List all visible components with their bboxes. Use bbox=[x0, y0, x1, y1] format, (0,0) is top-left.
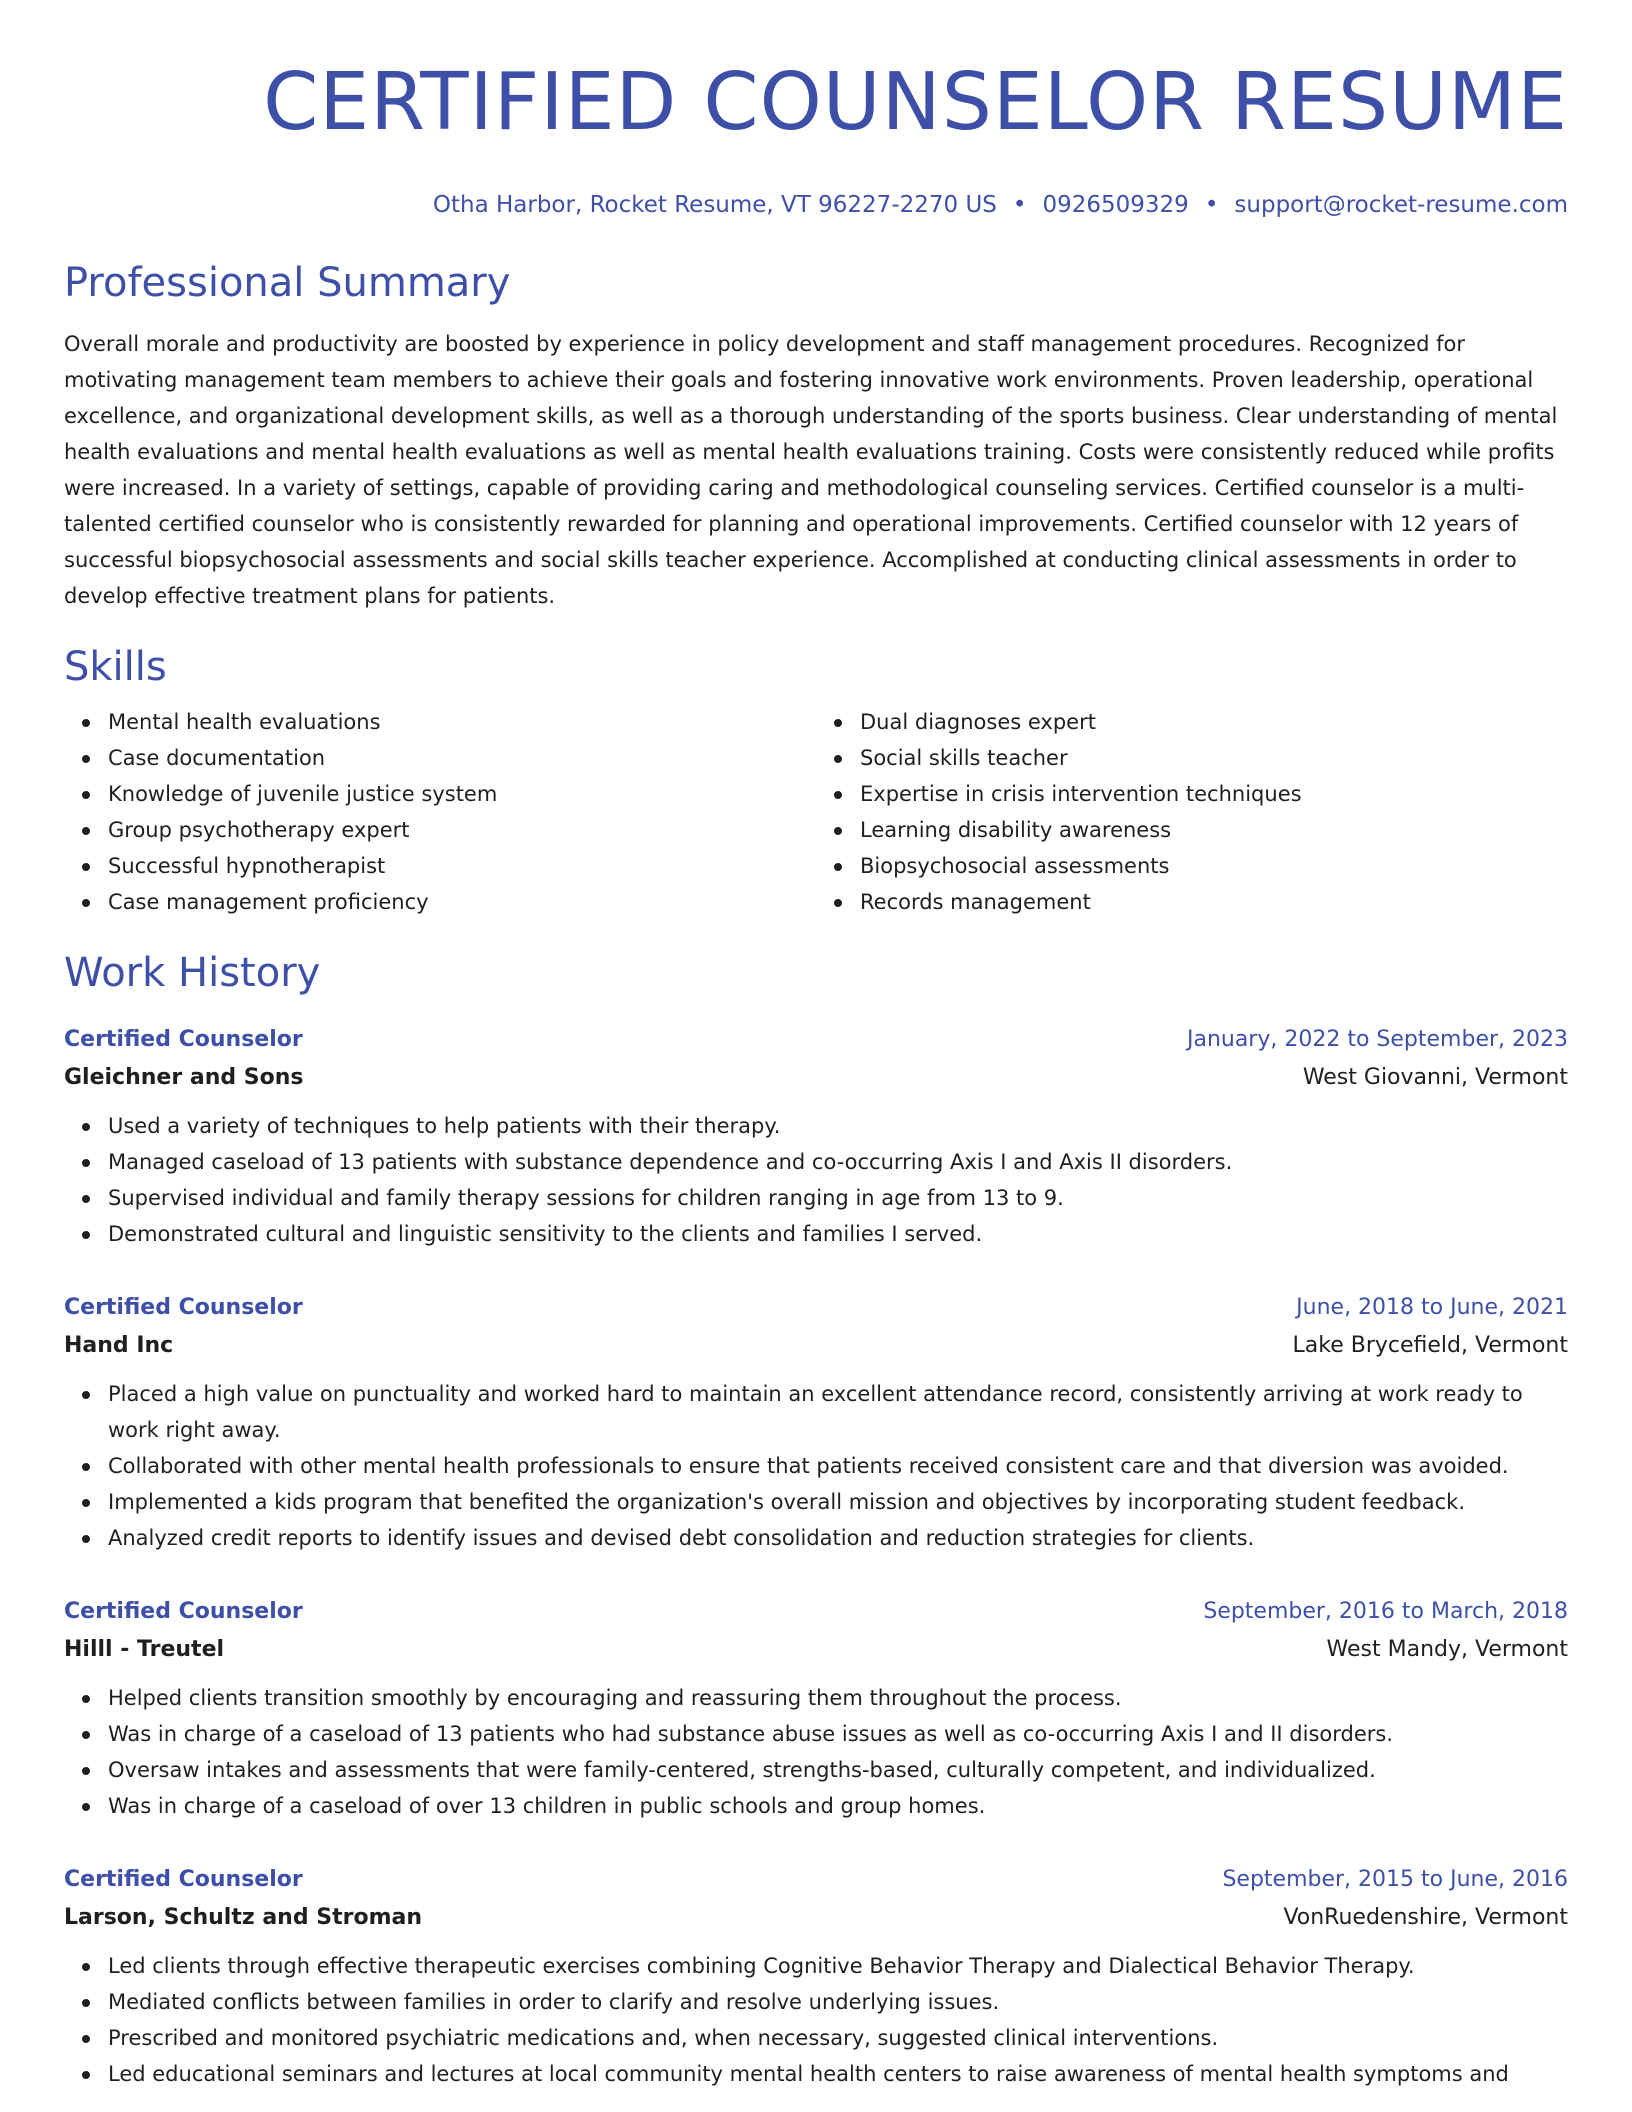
skill-item: Mental health evaluations bbox=[108, 704, 816, 740]
job-location: Lake Brycefield, Vermont bbox=[1292, 1333, 1568, 1358]
job-dates: September, 2015 to June, 2016 bbox=[1222, 1867, 1568, 1892]
job-location: West Mandy, Vermont bbox=[1326, 1637, 1568, 1662]
job-duty: Supervised individual and family therapy sessions for children ranging in age from 13 to 9. bbox=[108, 1180, 1568, 1216]
skill-item: Group psychotherapy expert bbox=[108, 812, 816, 848]
job-company: Gleichner and Sons bbox=[64, 1065, 304, 1090]
summary-heading: Professional Summary bbox=[64, 260, 511, 306]
job-dates: June, 2018 to June, 2021 bbox=[1296, 1295, 1568, 1320]
job-location: West Giovanni, Vermont bbox=[1302, 1065, 1568, 1090]
job-title: Certified Counselor bbox=[64, 1599, 303, 1624]
skill-item: Successful hypnotherapist bbox=[108, 848, 816, 884]
skill-item: Expertise in crisis intervention techniques bbox=[860, 776, 1568, 812]
skill-item: Case documentation bbox=[108, 740, 816, 776]
skill-item: Social skills teacher bbox=[860, 740, 1568, 776]
job-company: Hilll - Treutel bbox=[64, 1637, 225, 1662]
job-duty: Collaborated with other mental health professionals to ensure that patients received consistent care and that diversion was avoided. bbox=[108, 1448, 1568, 1484]
job-duty: Oversaw intakes and assessments that were family-centered, strengths-based, culturally competent, and individualized. bbox=[108, 1752, 1568, 1788]
job-duty: Was in charge of a caseload of over 13 children in public schools and group homes. bbox=[108, 1788, 1568, 1824]
job-dates: September, 2016 to March, 2018 bbox=[1203, 1599, 1568, 1624]
job-entry bbox=[64, 1594, 1568, 1824]
job-duties bbox=[64, 1376, 1568, 1556]
resume-title: CERTIFIED COUNSELOR RESUME bbox=[263, 56, 1568, 148]
contact-line bbox=[64, 190, 1568, 220]
job-title: Certified Counselor bbox=[64, 1867, 303, 1892]
job-duties bbox=[64, 1948, 1568, 2092]
job-duty: Analyzed credit reports to identify issues and devised debt consolidation and reduction strategies for clients. bbox=[108, 1520, 1568, 1556]
job-entry bbox=[64, 1290, 1568, 1556]
skills-list bbox=[64, 704, 1568, 920]
job-duty: Helped clients transition smoothly by encouraging and reassuring them throughout the process. bbox=[108, 1680, 1568, 1716]
skills-column-right bbox=[816, 704, 1568, 920]
skill-item: Learning disability awareness bbox=[860, 812, 1568, 848]
job-duty: Prescribed and monitored psychiatric medications and, when necessary, suggested clinical interventions. bbox=[108, 2020, 1568, 2056]
summary-text: Overall morale and productivity are boosted by experience in policy development and staff management procedures. Recognized for motivating management team members to achieve their goals and fostering innovative work environments. Proven leadership, operational excellence, and organizational development skills, as well as a thorough understanding of the sports business. Clear understanding of mental health evaluations and mental health evaluations as well as mental health evaluations training. Costs were consistently reduced while profits were increased. In a variety of settings, capable of providing caring and methodological counseling services. Certified counselor is a multi-talented certified counselor who is consistently rewarded for planning and operational improvements. Certified counselor with 12 years of successful biopsychosocial assessments and social skills teacher experience. Accomplished at conducting clinical assessments in order to develop effective treatment plans for patients. bbox=[64, 332, 1558, 608]
contact-email: support@rocket-resume.com bbox=[1234, 192, 1568, 218]
skills-column-left bbox=[64, 704, 816, 920]
work-history-heading: Work History bbox=[64, 950, 321, 996]
job-dates: January, 2022 to September, 2023 bbox=[1186, 1027, 1568, 1052]
skills-heading: Skills bbox=[64, 644, 167, 690]
contact-separator: • bbox=[1204, 192, 1219, 218]
job-location: VonRuedenshire, Vermont bbox=[1283, 1905, 1568, 1930]
job-duty: Was in charge of a caseload of 13 patients who had substance abuse issues as well as co-occurring Axis I and II disorders. bbox=[108, 1716, 1568, 1752]
contact-phone: 0926509329 bbox=[1042, 192, 1189, 218]
skill-item: Records management bbox=[860, 884, 1568, 920]
job-title: Certified Counselor bbox=[64, 1295, 303, 1320]
skill-item: Biopsychosocial assessments bbox=[860, 848, 1568, 884]
job-company: Larson, Schultz and Stroman bbox=[64, 1905, 423, 1930]
skill-item: Dual diagnoses expert bbox=[860, 704, 1568, 740]
job-duty: Led educational seminars and lectures at local community mental health centers to raise awareness of mental health symptoms and bbox=[108, 2056, 1568, 2092]
job-duty: Managed caseload of 13 patients with substance dependence and co-occurring Axis I and Axis II disorders. bbox=[108, 1144, 1568, 1180]
job-duties bbox=[64, 1680, 1568, 1824]
job-company: Hand Inc bbox=[64, 1333, 174, 1358]
job-title: Certified Counselor bbox=[64, 1027, 303, 1052]
job-entry bbox=[64, 1022, 1568, 1252]
job-duty: Used a variety of techniques to help patients with their therapy. bbox=[108, 1108, 1568, 1144]
job-duties bbox=[64, 1108, 1568, 1252]
contact-address: Otha Harbor, Rocket Resume, VT 96227-2270 US bbox=[432, 192, 997, 218]
contact-separator: • bbox=[1012, 192, 1027, 218]
job-duty: Led clients through effective therapeutic exercises combining Cognitive Behavior Therapy and Dialectical Behavior Therapy. bbox=[108, 1948, 1568, 1984]
job-duty: Demonstrated cultural and linguistic sensitivity to the clients and families I served. bbox=[108, 1216, 1568, 1252]
job-duty: Placed a high value on punctuality and worked hard to maintain an excellent attendance record, consistently arriving at work ready to work right away. bbox=[108, 1376, 1568, 1448]
job-duty: Implemented a kids program that benefited the organization's overall mission and objectives by incorporating student feedback. bbox=[108, 1484, 1568, 1520]
job-duty: Mediated conflicts between families in order to clarify and resolve underlying issues. bbox=[108, 1984, 1568, 2020]
job-entry bbox=[64, 1862, 1568, 2092]
skill-item: Knowledge of juvenile justice system bbox=[108, 776, 816, 812]
skill-item: Case management proficiency bbox=[108, 884, 816, 920]
